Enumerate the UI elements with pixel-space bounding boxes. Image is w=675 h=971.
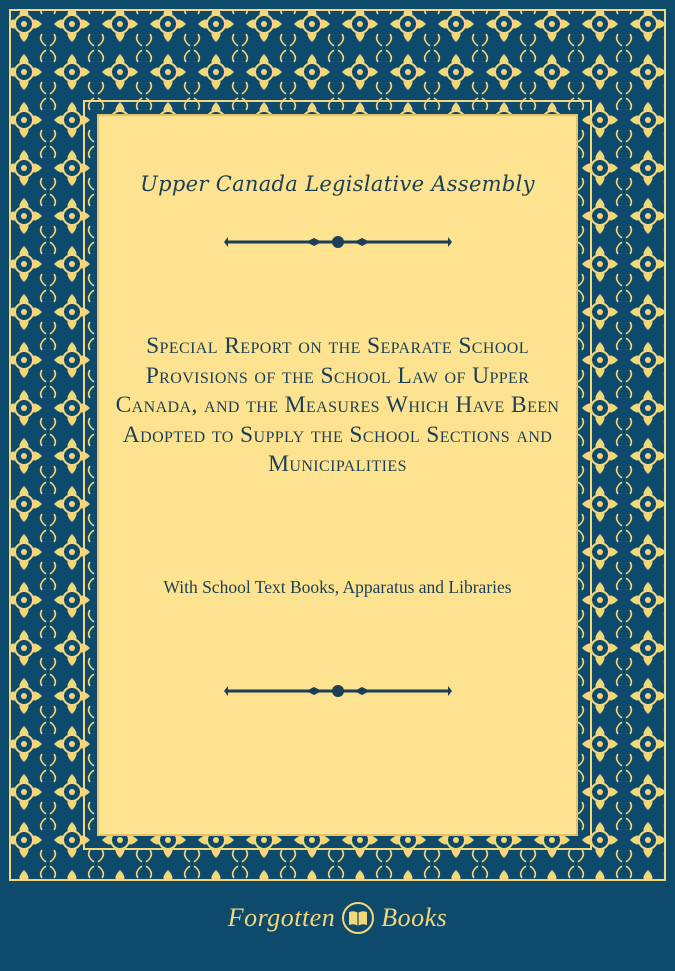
publisher-word-left: Forgotten — [227, 903, 336, 932]
decorative-rule-bottom — [222, 683, 454, 699]
open-book-icon — [341, 901, 375, 935]
book-subtitle: With School Text Books, Apparatus and Libraries — [163, 577, 512, 597]
publisher-logo — [0, 896, 675, 940]
decorative-rule-top — [222, 234, 454, 250]
publisher-word-right: Books — [381, 903, 448, 932]
title-panel — [97, 114, 578, 836]
author-name: Upper Canada Legislative Assembly — [140, 172, 535, 196]
book-title: Special Report on the Separate School Provisions of the School Law of Upper Canada, and the Measures Which Have Been Adopted to Supply the School Sections and Municipalities — [115, 333, 560, 477]
